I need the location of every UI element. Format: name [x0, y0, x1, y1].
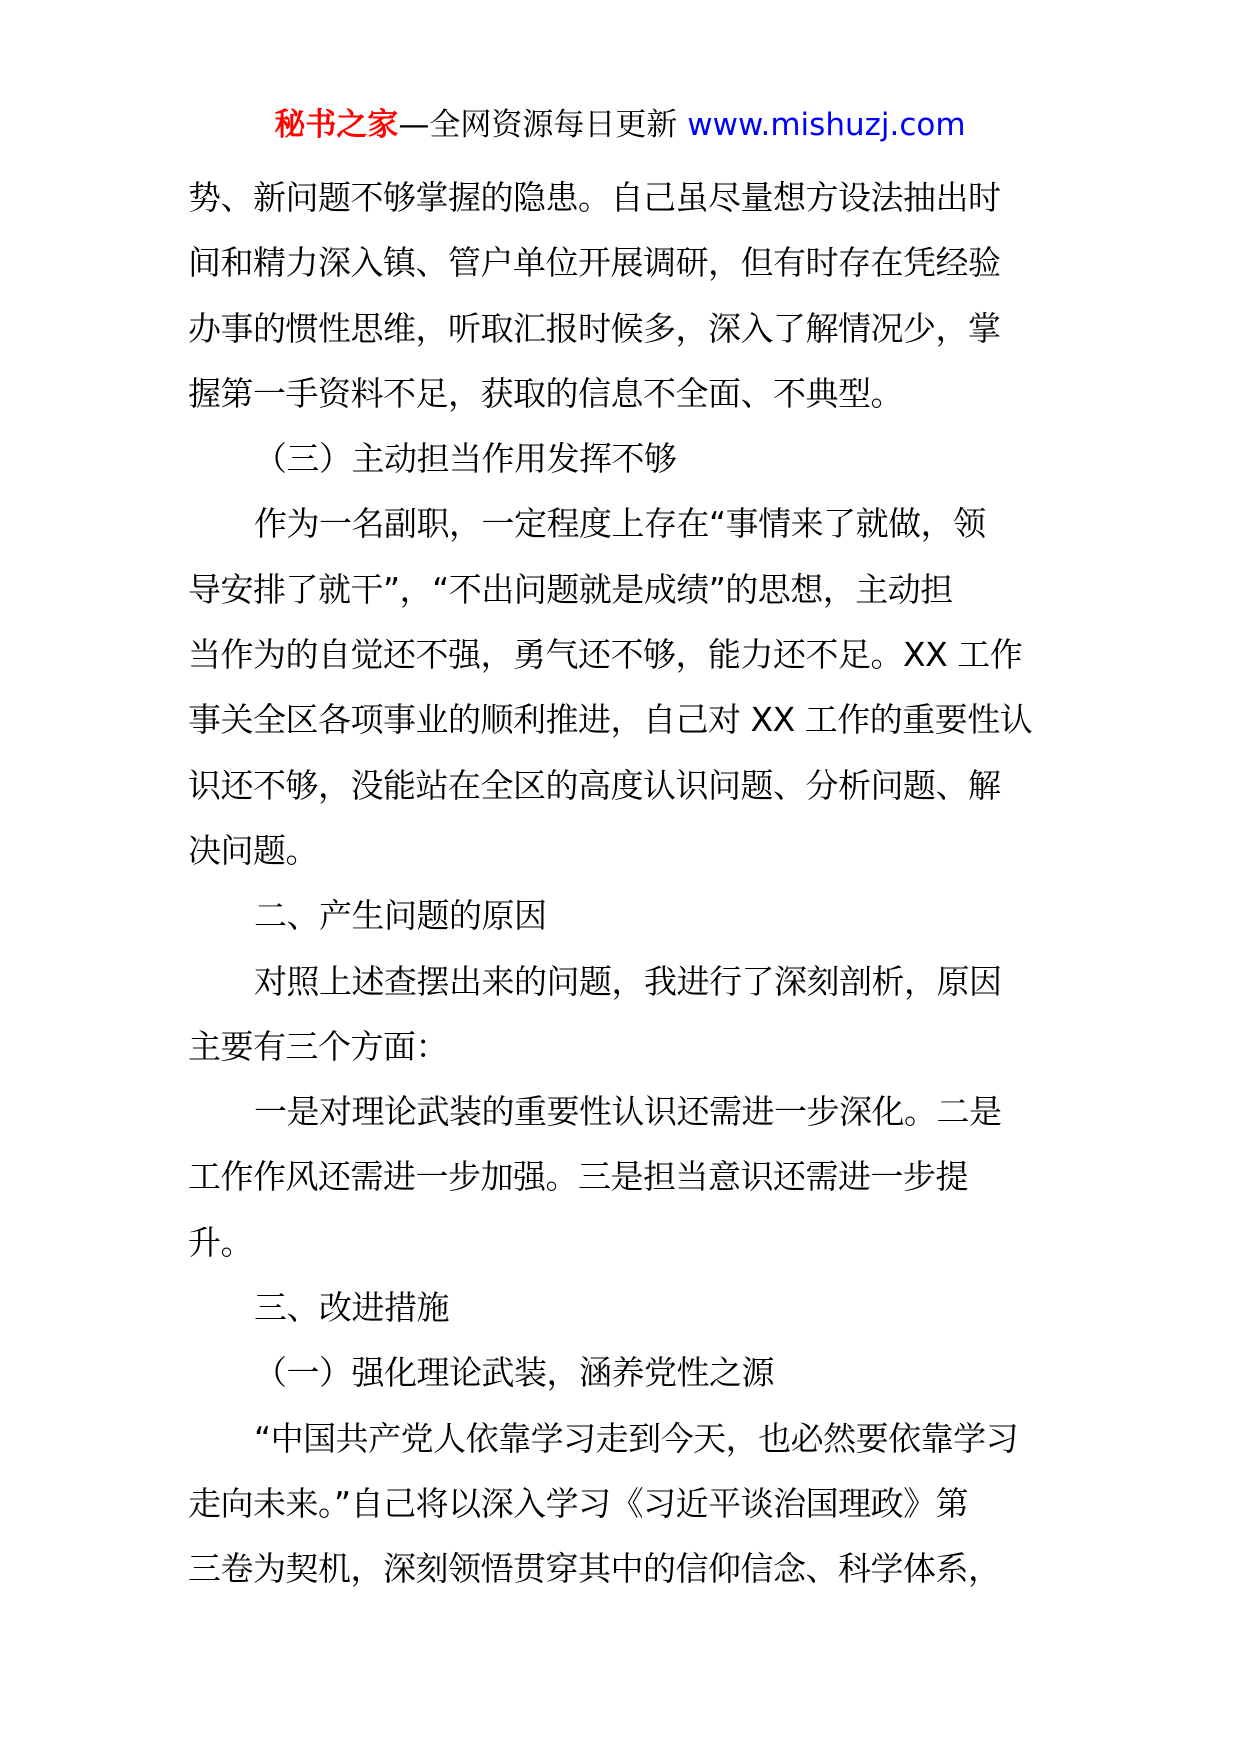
document-body — [188, 165, 1068, 1602]
text-line: 升。 — [188, 1222, 253, 1262]
text-line: 间和精力深入镇、管户单位开展调研，但有时存在凭经验 — [188, 243, 1001, 283]
text-line: 主要有三个方面： — [188, 1026, 448, 1066]
text-line: 三卷为契机，深刻领悟贯穿其中的信仰信念、科学体系， — [188, 1549, 1001, 1589]
text-line: 事关全区各项事业的顺利推进，自己对 XX 工作的重要性认 — [188, 700, 1033, 740]
section-subheading: （三）主动担当作用发挥不够 — [254, 439, 677, 479]
text-line: 办事的惯性思维，听取汇报时候多，深入了解情况少，掌 — [188, 308, 1001, 348]
text-line: 对照上述查摆出来的问题，我进行了深刻剖析，原因 — [254, 961, 1002, 1001]
text-line: 当作为的自觉还不强，勇气还不够，能力还不足。XX 工作 — [188, 635, 1023, 675]
site-brand: 秘书之家 — [274, 107, 399, 143]
page-header — [0, 100, 1240, 150]
section-heading: 二、产生问题的原因 — [254, 896, 547, 936]
text-line: 一是对理论武装的重要性认识还需进一步深化。二是 — [254, 1092, 1002, 1132]
text-line: 走向未来。”自己将以深入学习《习近平谈治国理政》第 — [188, 1483, 969, 1523]
section-subheading: （一）强化理论武装，涵养党性之源 — [254, 1353, 774, 1393]
site-url-link[interactable]: www.mishuzj.com — [687, 107, 966, 143]
section-heading: 三、改进措施 — [254, 1288, 449, 1328]
site-tagline: —全网资源每日更新 — [398, 107, 678, 143]
text-line: 识还不够，没能站在全区的高度认识问题、分析问题、解 — [188, 765, 1001, 805]
text-line: 势、新问题不够掌握的隐患。自己虽尽量想方设法抽出时 — [188, 178, 1001, 217]
text-line: 导安排了就干”，“不出问题就是成绩”的思想，主动担 — [188, 569, 953, 609]
text-line: “中国共产党人依靠学习走到今天，也必然要依靠学习 — [254, 1418, 1019, 1458]
text-line: 决问题。 — [188, 830, 318, 870]
text-line: 作为一名副职，一定程度上存在“事情来了就做，领 — [254, 504, 986, 544]
text-line: 握第一手资料不足，获取的信息不全面、不典型。 — [188, 373, 903, 413]
text-line: 工作作风还需进一步加强。三是担当意识还需进一步提 — [188, 1157, 968, 1197]
